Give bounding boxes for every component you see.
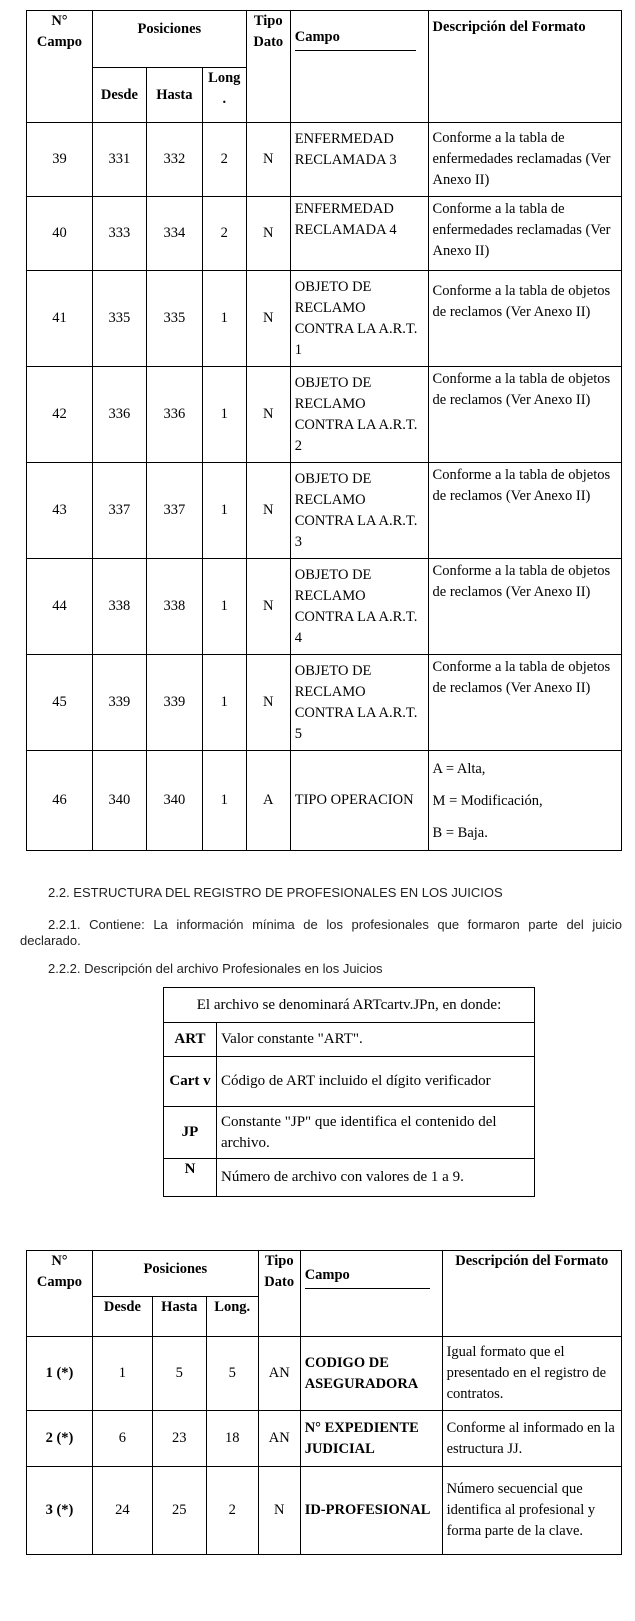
cell-n: 40	[27, 197, 93, 271]
header-n-campo: N° Campo	[27, 11, 93, 123]
cell-desc: Número secuencial que identifica al profesional y forma parte de la clave.	[442, 1467, 621, 1555]
header-tipo-dato: Tipo Dato	[246, 11, 290, 123]
naming-value: Código de ART incluido el dígito verificador	[217, 1057, 535, 1107]
table-row	[27, 197, 622, 271]
header-n-campo: N° Campo	[27, 1251, 93, 1337]
naming-key: ART	[164, 1023, 217, 1057]
cell-long: 1	[202, 463, 246, 559]
cell-n: 3 (*)	[27, 1467, 93, 1555]
cell-hasta: 335	[146, 271, 202, 367]
header-hasta: Hasta	[146, 68, 202, 123]
cell-hasta: 340	[146, 751, 202, 851]
cell-desc: Conforme a la tabla de enfermedades reclamadas (Ver Anexo II)	[428, 123, 621, 197]
naming-value: Valor constante "ART".	[217, 1023, 535, 1057]
cell-long: 1	[202, 655, 246, 751]
header-campo-label: Campo	[295, 27, 416, 51]
cell-hasta: 334	[146, 197, 202, 271]
table-row	[27, 1337, 622, 1411]
section-paragraph-2: 2.2.2. Descripción del archivo Profesionales en los Juicios	[48, 961, 383, 976]
table-row	[27, 655, 622, 751]
cell-tipo: AN	[258, 1411, 300, 1467]
cell-long: 18	[206, 1411, 258, 1467]
cell-desc: Conforme a la tabla de objetos de reclamos (Ver Anexo II)	[428, 367, 621, 463]
table-row	[164, 1159, 535, 1197]
cell-long: 1	[202, 559, 246, 655]
section-paragraph-1: 2.2.1. Contiene: La información mínima de los profesionales que formaron parte del juicio declarado.	[20, 917, 622, 948]
naming-key: N	[164, 1159, 217, 1197]
section-heading: 2.2. ESTRUCTURA DEL REGISTRO DE PROFESIONALES EN LOS JUICIOS	[48, 885, 503, 900]
table-row	[27, 751, 622, 851]
cell-campo: OBJETO DE RECLAMO CONTRA LA A.R.T. 5	[290, 655, 428, 751]
cell-desde: 24	[92, 1467, 152, 1555]
cell-long: 2	[206, 1467, 258, 1555]
header-descripcion: Descripción del Formato	[442, 1251, 621, 1337]
header-campo	[300, 1251, 442, 1337]
naming-value: Número de archivo con valores de 1 a 9.	[217, 1159, 535, 1197]
cell-desde: 340	[92, 751, 146, 851]
cell-n: 44	[27, 559, 93, 655]
cell-campo: CODIGO DE ASEGURADORA	[300, 1337, 442, 1411]
table-row	[27, 1411, 622, 1467]
cell-tipo: N	[258, 1467, 300, 1555]
cell-desde: 335	[92, 271, 146, 367]
cell-tipo: N	[246, 367, 290, 463]
table-row	[27, 271, 622, 367]
cell-long: 2	[202, 197, 246, 271]
cell-desde: 338	[92, 559, 146, 655]
header-campo-label: Campo	[305, 1265, 430, 1289]
cell-hasta: 339	[146, 655, 202, 751]
cell-tipo: AN	[258, 1337, 300, 1411]
cell-hasta: 25	[152, 1467, 206, 1555]
cell-tipo: N	[246, 463, 290, 559]
cell-hasta: 338	[146, 559, 202, 655]
cell-desc: Igual formato que el presentado en el registro de contratos.	[442, 1337, 621, 1411]
cell-hasta: 5	[152, 1337, 206, 1411]
header-desde: Desde	[92, 68, 146, 123]
table-row	[27, 1467, 622, 1555]
file-naming-table	[163, 987, 535, 1197]
cell-hasta: 336	[146, 367, 202, 463]
cell-n: 41	[27, 271, 93, 367]
cell-n: 42	[27, 367, 93, 463]
fields-table-1	[26, 10, 622, 851]
table-row	[27, 559, 622, 655]
cell-campo: ENFERMEDAD RECLAMADA 3	[290, 123, 428, 197]
cell-n: 39	[27, 123, 93, 197]
cell-tipo: N	[246, 271, 290, 367]
naming-key: Cart v	[164, 1057, 217, 1107]
cell-campo: ENFERMEDAD RECLAMADA 4	[290, 197, 428, 271]
cell-long: 1	[202, 367, 246, 463]
cell-n: 46	[27, 751, 93, 851]
cell-n: 43	[27, 463, 93, 559]
cell-long: 1	[202, 271, 246, 367]
cell-desc: Conforme a la tabla de objetos de reclamos (Ver Anexo II)	[428, 463, 621, 559]
cell-desc: Conforme al informado en la estructura JJ.	[442, 1411, 621, 1467]
naming-value: Constante "JP" que identifica el contenido del archivo.	[217, 1107, 535, 1159]
cell-desde: 6	[92, 1411, 152, 1467]
cell-long: 1	[202, 751, 246, 851]
cell-n: 45	[27, 655, 93, 751]
header-campo	[290, 11, 428, 123]
header-long: Long.	[206, 1297, 258, 1337]
cell-tipo: N	[246, 655, 290, 751]
option-modificacion: M = Modificación,	[432, 792, 543, 809]
table-row	[27, 463, 622, 559]
cell-tipo: N	[246, 123, 290, 197]
cell-tipo: N	[246, 197, 290, 271]
header-posiciones: Posiciones	[92, 11, 246, 68]
cell-desc: Conforme a la tabla de enfermedades reclamadas (Ver Anexo II)	[428, 197, 621, 271]
cell-campo: OBJETO DE RECLAMO CONTRA LA A.R.T. 2	[290, 367, 428, 463]
cell-desc: Conforme a la tabla de objetos de reclamos (Ver Anexo II)	[428, 655, 621, 751]
option-alta: A = Alta,	[432, 760, 486, 777]
cell-desde: 336	[92, 367, 146, 463]
cell-hasta: 23	[152, 1411, 206, 1467]
header-long: Long .	[202, 68, 246, 123]
header-hasta: Hasta	[152, 1297, 206, 1337]
cell-desde: 339	[92, 655, 146, 751]
header-desde: Desde	[92, 1297, 152, 1337]
cell-campo: TIPO OPERACION	[290, 751, 428, 851]
cell-n: 2 (*)	[27, 1411, 93, 1467]
cell-desc: Conforme a la tabla de objetos de reclamos (Ver Anexo II)	[428, 559, 621, 655]
naming-key: JP	[164, 1107, 217, 1159]
cell-desc: Conforme a la tabla de objetos de reclamos (Ver Anexo II)	[428, 271, 621, 367]
table-row	[164, 1107, 535, 1159]
cell-desde: 333	[92, 197, 146, 271]
header-tipo-dato: Tipo Dato	[258, 1251, 300, 1337]
cell-hasta: 337	[146, 463, 202, 559]
table-row	[27, 367, 622, 463]
header-posiciones: Posiciones	[92, 1251, 258, 1297]
cell-campo: OBJETO DE RECLAMO CONTRA LA A.R.T. 1	[290, 271, 428, 367]
cell-desde: 1	[92, 1337, 152, 1411]
cell-desde: 331	[92, 123, 146, 197]
cell-n: 1 (*)	[27, 1337, 93, 1411]
table-row	[27, 123, 622, 197]
option-baja: B = Baja.	[432, 824, 488, 841]
cell-campo: N° EXPEDIENTE JUDICIAL	[300, 1411, 442, 1467]
cell-campo: OBJETO DE RECLAMO CONTRA LA A.R.T. 4	[290, 559, 428, 655]
fields-table-2	[26, 1250, 622, 1555]
cell-desc-options	[428, 751, 621, 851]
table-row	[164, 1057, 535, 1107]
cell-desde: 337	[92, 463, 146, 559]
cell-hasta: 332	[146, 123, 202, 197]
table-row	[164, 1023, 535, 1057]
cell-tipo: N	[246, 559, 290, 655]
cell-long: 5	[206, 1337, 258, 1411]
cell-long: 2	[202, 123, 246, 197]
file-naming-title: El archivo se denominará ARTcartv.JPn, en donde:	[164, 988, 535, 1023]
cell-campo: OBJETO DE RECLAMO CONTRA LA A.R.T. 3	[290, 463, 428, 559]
cell-campo: ID-PROFESIONAL	[300, 1467, 442, 1555]
cell-tipo: A	[246, 751, 290, 851]
header-descripcion: Descripción del Formato	[428, 11, 621, 123]
